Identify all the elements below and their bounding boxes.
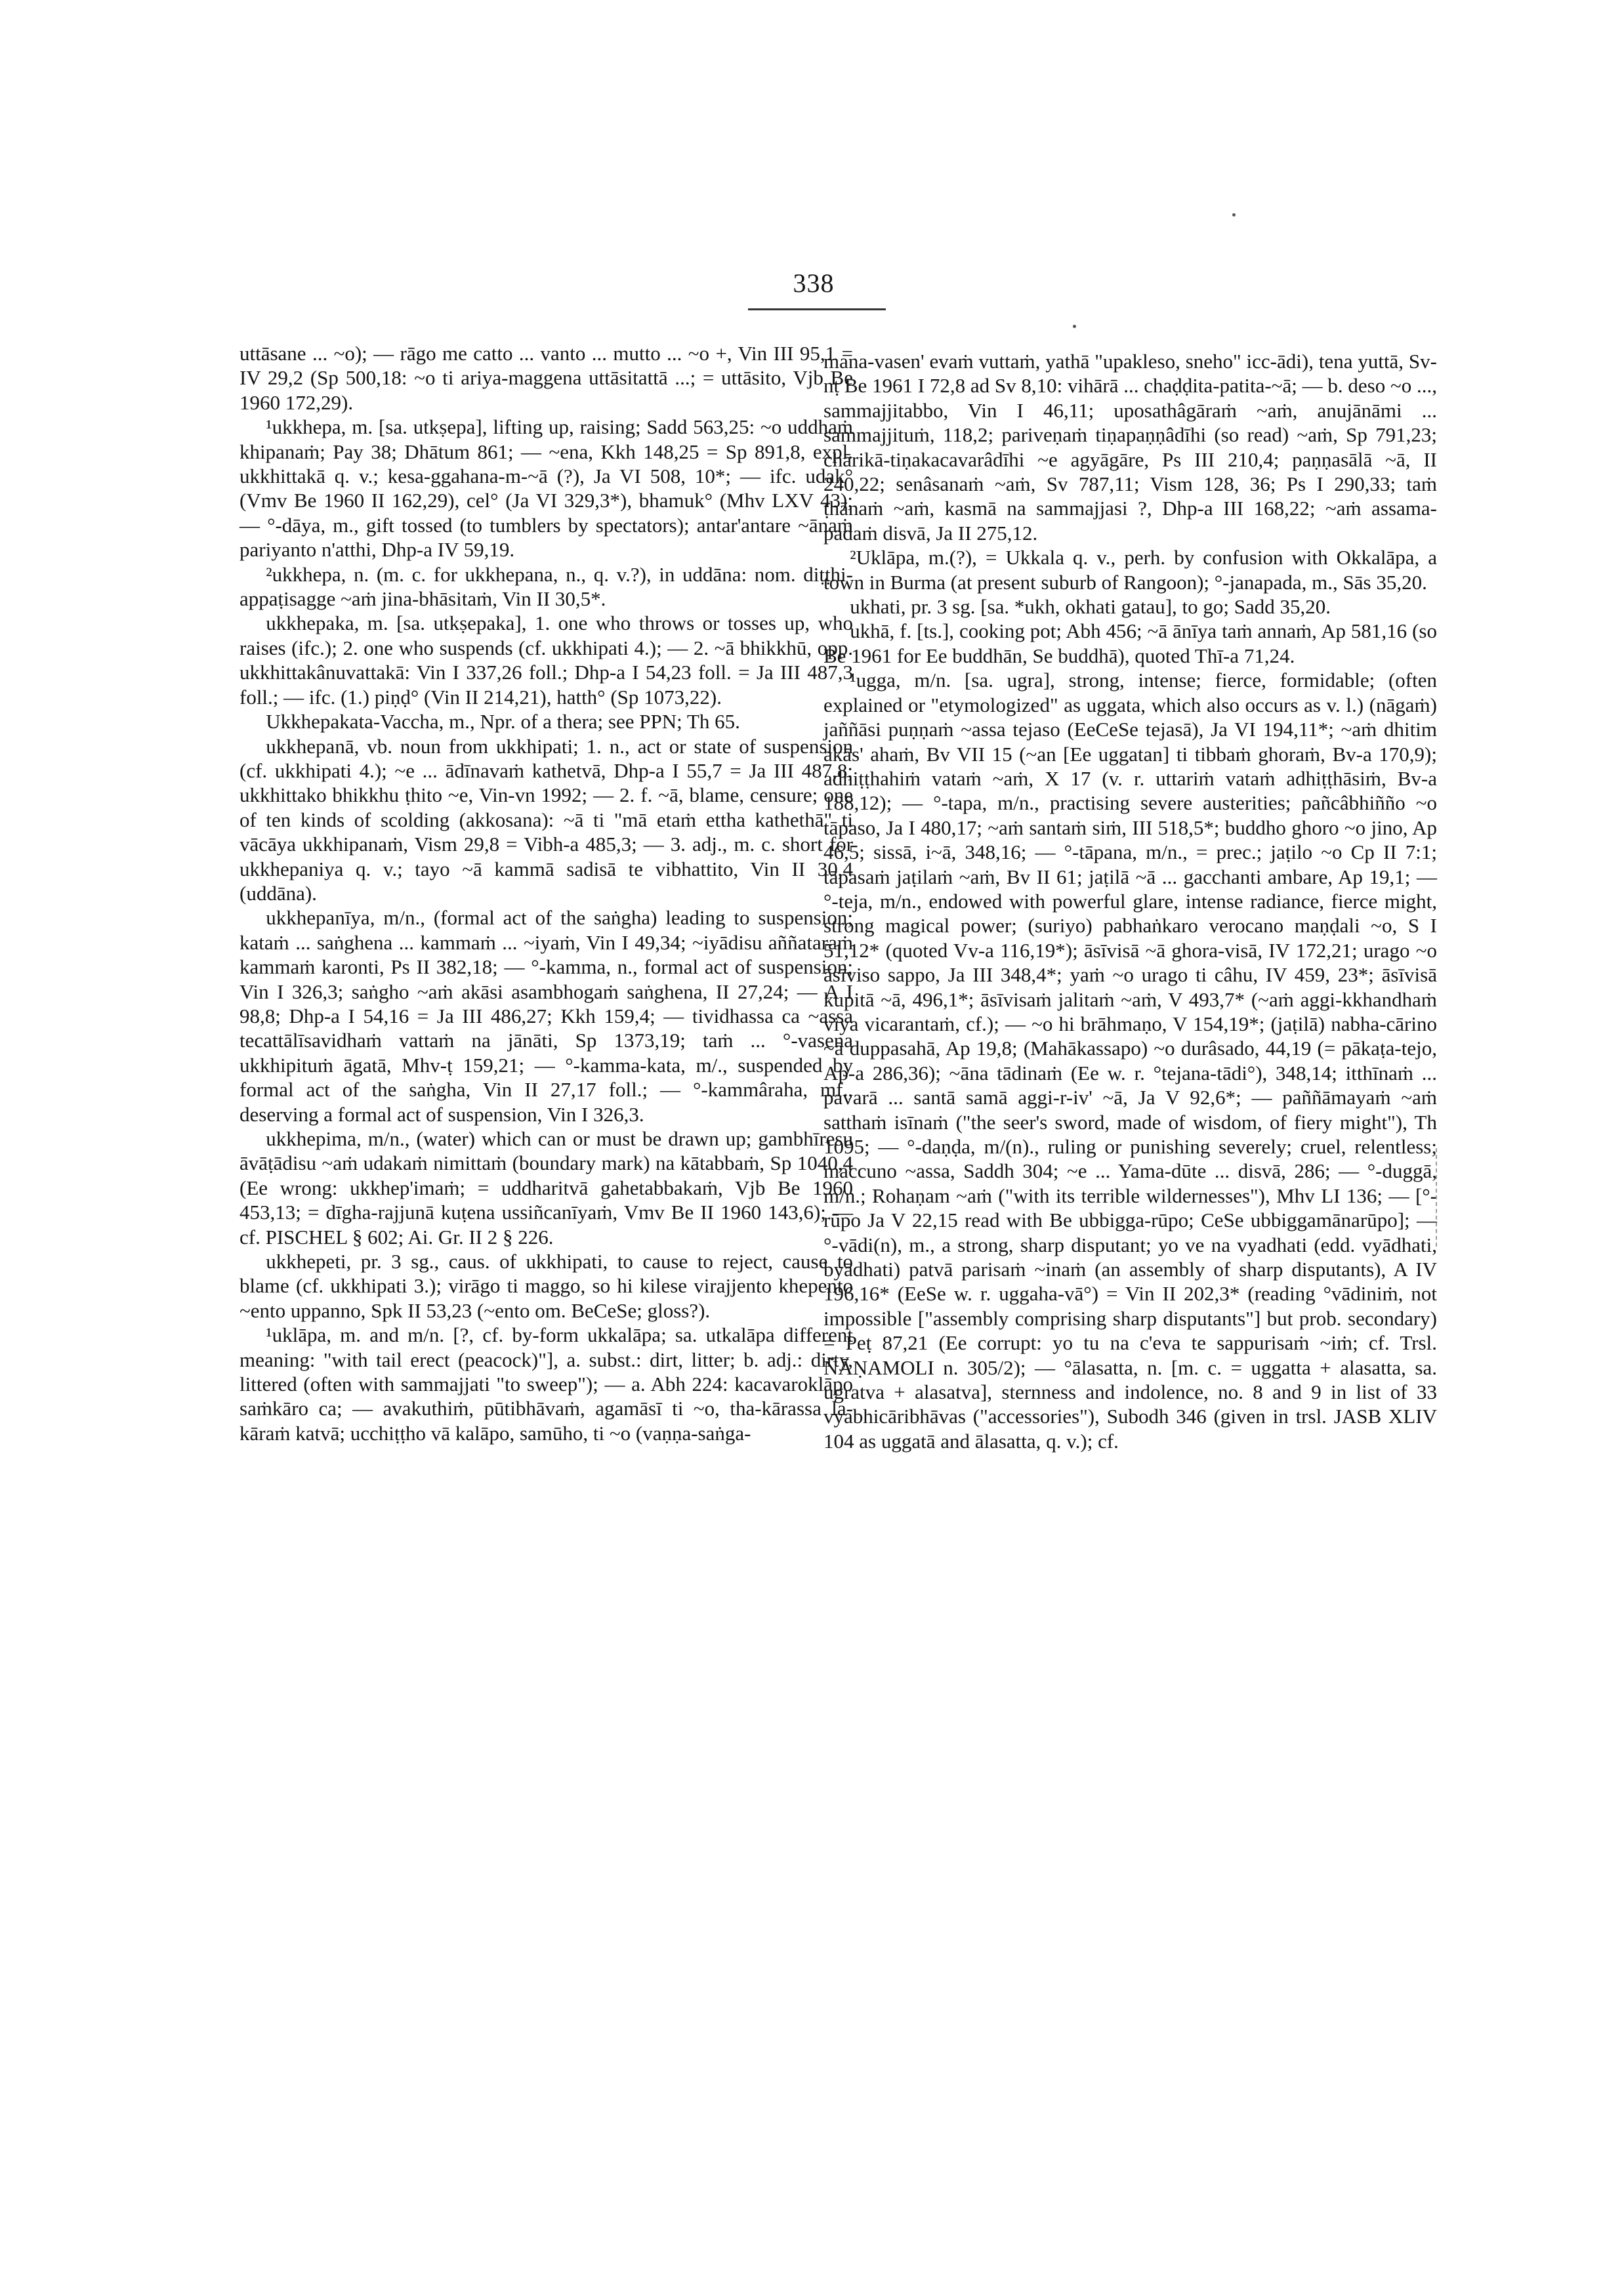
right-column [823,349,1437,1453]
entry-uklapa-1: ¹uklāpa, m. and m/n. [?, cf. by-form ukkalāpa; sa. utkalāpa different meaning: "with tail erect (peacock)"], a. subst.: dirt, litter; b. adj.: dirty, littered (often with sammajjati "to sweep"); — a. Abh 224: kacavaroklāpo saṁkāro ca; — avakuthiṁ, pūtibhāvaṁ, agamāsī ti ~o, tha-kārassa la-kāraṁ katvā; ucchiṭṭho vā kalāpo, samūho, ti ~o (vaṇṇa-saṅga- [239,1323,853,1445]
header-rule [748,308,886,310]
entry-ukhati: ukhati, pr. 3 sg. [sa. *ukh, okhati gatau], to go; Sadd 35,20. [850,595,1331,619]
entry-ukkhepa-2: ²ukkhepa, n. (m. c. for ukkhepana, n., q. v.?), in uddāna: nom. diṭṭhi-appaṭisagge ~aṁ jina-bhāsitaṁ, Vin II 30,5*. [239,562,853,611]
entry-uklapa-2: ²Uklāpa, m.(?), = Ukkala q. v., perh. by confusion with Okkalāpa, a town in Burma (at present suburb of Rangoon); °-janapada, m., Sās 35,20. [823,546,1437,594]
scan-speck [1232,213,1236,217]
entry-ukkhepeti: ukkhepeti, pr. 3 sg., caus. of ukkhipati, to cause to reject, cause to blame (cf. ukkhipati 3.); virāgo ti maggo, so hi kilese virajjento khepento ~ento uppanno, Spk II 53,23 (~ento om. BeCeSe; gloss?). [239,1250,853,1322]
scan-fold-mark [1436,1148,1437,1247]
entry-continuation: uttāsane ... ~o); — rāgo me catto ... vanto ... mutto ... ~o +, Vin III 95,1 = IV 29,2 (Sp 500,18: ~o ti ariya-maggena uttāsitattā ...; = uttāsito, Vjb Be 1960 172,29). [239,342,853,414]
page-number: 338 [793,268,835,298]
entry-ukha: ukhā, f. [ts.], cooking pot; Abh 456; ~ā ānīya taṁ annaṁ, Ap 581,16 (so Be 1961 for Ee buddhān, Se buddhā), quoted Thī-a 71,24. [823,619,1437,667]
entry-ukkhepakata-vaccha: Ukkhepakata-Vaccha, m., Npr. of a thera; see PPN; Th 65. [266,710,740,734]
entry-ugga-1: ¹ugga, m/n. [sa. ugra], strong, intense; fierce, formidable; (often explained or "etymologized" as uggata, which also occurs as v. l.) (nāgaṁ) jaññāsi puṇṇaṁ ~assa tejaso (EeCeSe tejasā), Ja VI 194,11*; ~aṁ dhitim akās' ahaṁ, Bv VII 15 (~an [Ee uggatan] ti tibbaṁ ghoraṁ, Bv-a 170,9); adhiṭṭhahiṁ vataṁ ~aṁ, X 17 (v. r. uttariṁ vataṁ adhiṭṭhāsiṁ, Bv-a 188,12); — °-tapa, m/n., practising severe austerities; pañcâbhiñño ~o tāpaso, Ja I 480,17; ~aṁ santaṁ siṁ, III 518,5*; buddho ghoro ~o jino, Ap 46,5; sissā, i~ā, 348,16; — °-tāpana, m/n., = prec.; jaṭilo ~o Cp II 7:1; tāpasaṁ jaṭilaṁ ~aṁ, Bv II 61; jaṭilā ~ā ... gacchanti ambare, Ap 19,1; — °-teja, m/n., endowed with powerful glare, intense radiance, fierce might, strong magical power; (suriyo) pabhaṅkaro verocano maṇḍali ~o, S I 51,12* (quoted Vv-a 116,19*); āsīvisā ~ā ghora-visā, IV 172,21; urago ~o āsīviso sappo, Ja III 348,4*; yaṁ ~o urago ti câhu, IV 459, 23*; āsīvisā kupitā ~ā, 496,1*; āsīvisaṁ jalitaṁ ~aṁ, V 493,7* (~aṁ aggi-kkhandhaṁ viya vicarantaṁ, cf.); — ~o hi brāhmaṇo, V 154,19*; (jaṭilā) nabha-cārino ~ā duppasahā, Ap 19,8; (Mahākassapo) ~o durâsado, 44,19 (= pākaṭa-tejo, Ap-a 286,36); ~āna tādinaṁ (Ee w. r. °tejana-tādi°), 348,14; itthīnaṁ ... pavarā ... santā samā aggi-r-iv' ~ā, Ja V 92,6*; — paññāmayaṁ ~aṁ satthaṁ isīnaṁ ("the seer's sword, made of wisdom, of fiery might"), Th 1095; — °-daṇḍa, m/(n)., ruling or punishing severely; cruel, relentless; maccuno ~assa, Saddh 304; ~e ... Yama-dūte ... disvā, 286; — °-duggā, m/n.; Rohaṇam ~aṁ ("with its terrible wildernesses"), Mhv LI 136; — [°-rūpo Ja V 22,15 read with Be ubbigga-rūpo; CeSe ubbiggamānarūpo]; — °-vādi(n), m., a strong, sharp disputant; yo ve na vyadhati (edd. vyādhati, byādhati) patvā parisaṁ ~inaṁ (an assembly of sharp disputants), A IV 196,16* (EeSe w. r. uggaha-vā°) = Vin II 202,3* (reading °vādiniṁ, not impossible ["assembly comprising sharp disputants"] but prob. secondary) = Peṭ 87,21 (Ee corrupt: yo tu na c'eva te sappurisaṁ ~iṁ; cf. Trsl. ÑĀṆAMOLI n. 305/2); — °ālasatta, n. [m. c. = uggatta + alasatta, sa. ugratva + alasatva], sternness and indolence, no. 8 and 9 in list of 33 vyabhicāribhāvas ("accessories"), Subodh 346 (given in trsl. JASB XLIV 104 as uggatā and ālasatta, q. v.); cf. [823,669,1437,1453]
entry-ukkhepaka: ukkhepaka, m. [sa. utkṣepaka], 1. one who throws or tosses up, who raises (ifc.); 2. one who suspends (cf. ukkhipati 4.); — 2. ~ā bhikkhū, opp. ukkhittakânuvattakā: Vin I 337,26 foll.; Dhp-a I 54,23 foll. = Ja III 487,3 foll.; — ifc. (1.) piṇḍ° (Vin II 214,21), hatth° (Sp 1073,22). [239,611,853,709]
entry-uklapa-continuation: mana-vasen' evaṁ vuttaṁ, yathā "upakleso, sneho" icc-ādi), tena yuttā, Sv-nṭ Be 1961 I 72,8 ad Sv 8,10: vihārā ... chaḍḍita-patita-~ā; — b. deso ~o ..., sammajjitabbo, Vin I 46,11; uposathâgāraṁ ~aṁ, anujānāmi ... sammajjituṁ, 118,2; pariveṇaṁ tiṇapaṇṇâdīhi (so read) ~aṁ, Sp 791,23; chārikā-tiṇakacavarâdīhi ~e agyāgāre, Ps III 210,4; paṇṇasālā ~ā, II 240,22; senâsanaṁ ~aṁ, Sv 787,11; Vism 128, 36; Ps I 290,33; taṁ ṭhānaṁ ~aṁ, kasmā na sammajjasi ?, Dhp-a III 168,22; ~aṁ assama-padaṁ disvā, Ja II 275,12. [823,350,1437,545]
left-column [239,341,853,1445]
entry-ukkhepana: ukkhepanā, vb. noun from ukkhipati; 1. n., act or state of suspension (cf. ukkhipati 4.); ~e ... ādīnavaṁ kathetvā, Dhp-a I 55,7 = Ja III 487,8; ukkhittako bhikkhu ṭhito ~e, Vin-vn 1992; — 2. f. ~ā, blame, censure; one of ten kinds of scolding (akkosana): ~ā ti "mā etaṁ ettha kathethā" ti vācāya ukkhipanaṁ, Vism 29,8 = Vibh-a 485,3; — 3. adj., m. c. short for ukkhepaniya q. v.; tayo ~ā kammā sadisā te vibhattito, Vin II 30,4 (uddāna). [239,734,853,905]
entry-ukkhepa-1: ¹ukkhepa, m. [sa. utkṣepa], lifting up, raising; Sadd 563,25: ~o uddhaṁ khipanaṁ; Pay 38; Dhātum 861; — ~ena, Kkh 148,25 = Sp 891,8, expl. ukkhittakā q. v.; kesa-ggahana-m-~ā (?), Ja VI 508, 10*; — ifc. udak° (Vmv Be 1960 II 162,29), cel° (Ja VI 329,3*), bhamuk° (Mhv LXV 43); — °-dāya, m., gift tossed (to tumblers by spectators); antar'antare ~ānaṁ pariyanto n'atthi, Dhp-a IV 59,19. [239,415,853,562]
scan-speck [1073,325,1076,328]
entry-ukkhepaniya: ukkhepanīya, m/n., (formal act of the saṅgha) leading to suspension; kataṁ ... saṅghena ... kammaṁ ... ~iyaṁ, Vin I 49,34; ~iyādisu aññataraṁ kammaṁ karonti, Ps II 382,18; — °-kamma, n., formal act of suspension; Vin I 326,3; saṅgho ~aṁ akāsi asambhogaṁ saṅghena, II 27,24; — A I 98,8; Dhp-a I 54,16 = Ja III 486,27; Kkh 159,4; — tividhassa ca ~assa tecattālīsavidhaṁ vattaṁ na jānāti, Sp 1373,19; taṁ ... °-vasena ukkhipituṁ āgatā, Mhv-ṭ 159,21; — °-kamma-kata, m/., suspended by formal act of the saṅgha, Vin II 27,17 foll.; — °-kammâraha, mf., deserving a formal act of suspension, Vin I 326,3. [239,906,853,1126]
entry-ukkhepima: ukkhepima, m/n., (water) which can or must be drawn up; gambhīresu āvāṭādisu ~aṁ udakaṁ nimittaṁ (boundary mark) na kātabbaṁ, Sp 1040,4 (Ee wrong: ukkhep'imaṁ; = uddharitvā gahetabbakaṁ, Vjb Be 1960 453,13; = dīgha-rajjunā kuṭena ussiñcanīyaṁ, Vmv Be II 1960 143,6); — cf. PISCHEL § 602; Ai. Gr. II 2 § 226. [239,1127,853,1249]
